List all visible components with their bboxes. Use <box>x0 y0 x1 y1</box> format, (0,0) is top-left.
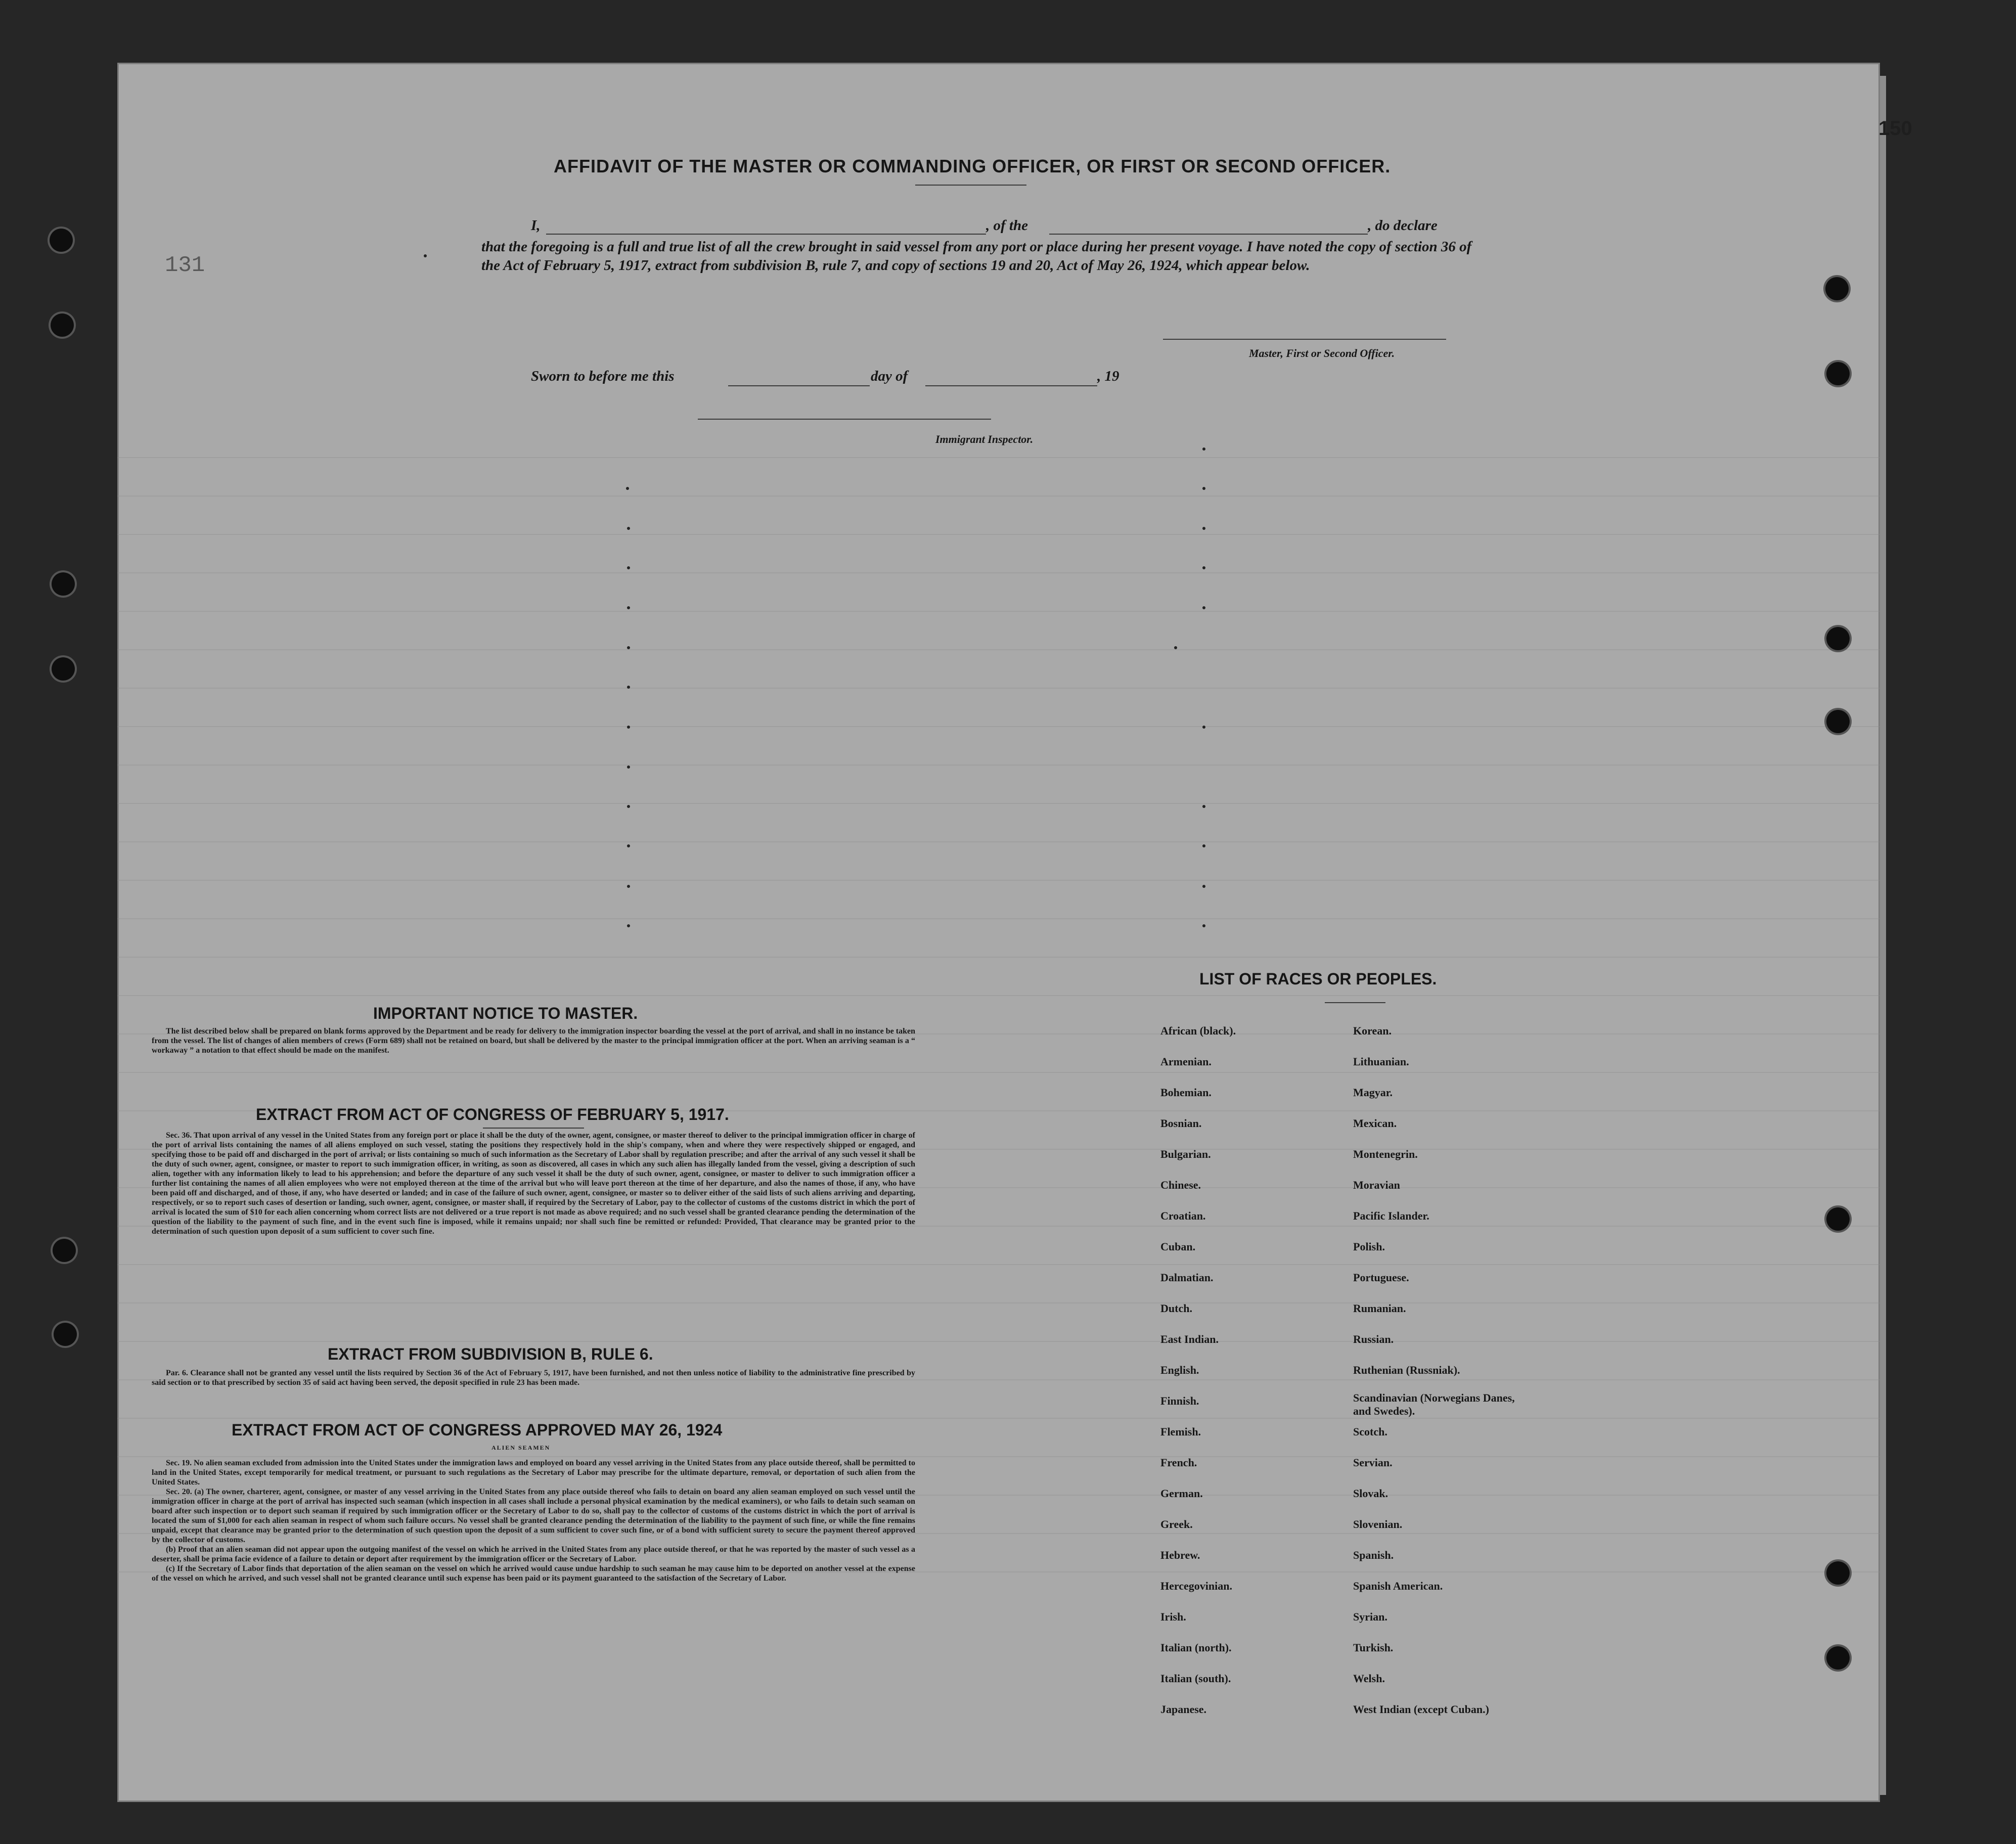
sec-19: Sec. 19. No alien seaman excluded from admission into the United States under the immigration laws and employed on board any vessel arriving in the United States from any place outside thereof, shall be permitted to land in the United States, except temporarily for medical treatment, or pursuant to such regulations as the Secretary of Labor may prescribe for the ultimate departure, removal, or deportation of such alien from the United States. <box>152 1459 915 1487</box>
title-rule <box>915 185 1026 186</box>
race-item: Servian. <box>1353 1456 1393 1469</box>
rule6-title: EXTRACT FROM SUBDIVISION B, RULE 6. <box>328 1345 653 1363</box>
race-item: Ruthenian (Russniak). <box>1353 1364 1460 1376</box>
sec-20a: Sec. 20. (a) The owner, charterer, agent, consignee, or master of any vessel arriving in the United States from any place outside thereof who fails to detain on board any alien seaman employed on such vessel until the immigration officer in charge at the port of arrival has inspected such seaman (which inspection in all cases shall include a personal physical examination by the medical examiners), or who fails to detain such seaman on board after such inspection or to deport such seaman if required by such immigration officer or the Secretary of Labor to do so, shall pay to the collector of customs of the customs district in which the port of arrival is located the sum of $1,000 for each alien seaman in respect of whom such failure occurs. No vessel shall be granted clearance pending the determination of the liability to the payment of such fine, or while the fine remains unpaid, except that clearance may be granted prior to the determination of such question upon the deposit of a sum sufficient to cover such fine, or of a bond with sufficient surety to secure the payment thereof approved by the collector of customs. <box>152 1488 915 1544</box>
race-item: Italian (north). <box>1160 1641 1232 1654</box>
race-item: German. <box>1160 1487 1203 1500</box>
race-item: Chinese. <box>1160 1179 1201 1191</box>
race-item: Japanese. <box>1160 1703 1207 1716</box>
race-item: Moravian <box>1353 1179 1400 1191</box>
year-label: , 19 <box>1097 368 1119 384</box>
race-item: Flemish. <box>1160 1425 1201 1438</box>
race-item: Portuguese. <box>1353 1271 1409 1284</box>
i-label: I, <box>531 217 541 234</box>
race-item: Bohemian. <box>1160 1086 1212 1099</box>
extract-1924-subtitle: ALIEN SEAMEN <box>491 1444 551 1451</box>
race-item: Dalmatian. <box>1160 1271 1214 1284</box>
sworn-label: Sworn to before me this <box>531 368 675 384</box>
inspector-signature-line[interactable] <box>698 419 991 420</box>
sheet-number: 150 <box>1878 117 1912 140</box>
do-declare-label: , do declare <box>1368 217 1438 234</box>
race-item: Polish. <box>1353 1240 1385 1253</box>
day-of-label: day of <box>871 368 908 384</box>
master-signature-line[interactable] <box>1163 339 1446 340</box>
margin-mark: 131 <box>165 253 205 278</box>
race-item: Armenian. <box>1160 1055 1212 1068</box>
race-item: Mexican. <box>1353 1117 1397 1130</box>
race-item: Montenegrin. <box>1353 1148 1418 1160</box>
sworn-month-line[interactable] <box>925 385 1097 386</box>
notice-title: IMPORTANT NOTICE TO MASTER. <box>373 1004 638 1022</box>
race-item: Korean. <box>1353 1024 1392 1037</box>
master-caption: Master, First or Second Officer. <box>1249 347 1395 359</box>
rule6-body: Par. 6. Clearance shall not be granted any vessel until the lists required by Section 36 of the Act of February 5, 1917, have been furnished, and not then unless notice of liability to the administrative fine prescribed by said section or to that prescribed by section 35 of said act having been served, the deposit specified in rule 23 has been made. <box>152 1369 915 1387</box>
notice-body: The list described below shall be prepared on blank forms approved by the Department and be ready for delivery to the immigration inspector boarding the vessel at the port of arrival, and shall in no instance be taken from the vessel. The list of changes of alien members of crews (Form 689) shall not be retained on board, but shall be delivered by the master to the principal immigration officer at the port. When an arriving seaman is a “ workaway ” a notation to that effect should be made on the manifest. <box>152 1027 915 1055</box>
sec-20c: (c) If the Secretary of Labor finds that deportation of the alien seaman on the vessel on which he arrived would cause undue hardship to such seaman he may cause him to be deported on another vessel at the expense of the vessel on which he arrived, and such vessel shall not be granted clearance until such expense has been paid or its payment guaranteed to the satisfaction of the Secretary of Labor. <box>152 1564 915 1583</box>
extract-1917-rule <box>483 1128 584 1129</box>
race-item: Hebrew. <box>1160 1549 1200 1561</box>
race-item: Bosnian. <box>1160 1117 1202 1130</box>
race-item: Syrian. <box>1353 1610 1387 1623</box>
race-item: Greek. <box>1160 1518 1193 1531</box>
race-item: Rumanian. <box>1353 1302 1406 1315</box>
name-line[interactable] <box>546 234 986 235</box>
race-item: Turkish. <box>1353 1641 1394 1654</box>
race-item: Slovenian. <box>1353 1518 1403 1531</box>
races-title: LIST OF RACES OR PEOPLES. <box>1199 970 1437 988</box>
race-item: Welsh. <box>1353 1672 1385 1685</box>
race-item: Spanish. <box>1353 1549 1394 1561</box>
race-item: Irish. <box>1160 1610 1186 1623</box>
affidavit-title: AFFIDAVIT OF THE MASTER OR COMMANDING OFFICER, OR FIRST OR SECOND OFFICER. <box>554 156 1391 176</box>
race-item: Lithuanian. <box>1353 1055 1409 1068</box>
race-item: Finnish. <box>1160 1395 1199 1407</box>
race-item: Spanish American. <box>1353 1580 1443 1592</box>
sec-20b: (b) Proof that an alien seaman did not appear upon the outgoing manifest of the vessel on which he arrived in the United States from any place outside thereof, or that he was reported by the master of such vessel as a deserter, shall be prima facie evidence of a failure to detain or deport after requirement by the immigration officer or the Secretary of Labor. <box>152 1545 915 1563</box>
vessel-line[interactable] <box>1049 234 1368 235</box>
race-item: East Indian. <box>1160 1333 1219 1345</box>
race-item: West Indian (except Cuban.) <box>1353 1703 1489 1716</box>
race-item: Italian (south). <box>1160 1672 1231 1685</box>
race-item: Bulgarian. <box>1160 1148 1211 1160</box>
inspector-caption: Immigrant Inspector. <box>935 433 1034 445</box>
race-item: Russian. <box>1353 1333 1394 1345</box>
race-item: English. <box>1160 1364 1199 1376</box>
affidavit-body: that the foregoing is a full and true list of all the crew brought in said vessel from any port or place during her present voyage. I have noted the copy of section 36 of the Act of February 5, 1917, extract from subdivision B, rule 7, and copy of sections 19 and 20, Act of May 26, 1924, which appear below. <box>481 239 1472 274</box>
race-item: Dutch. <box>1160 1302 1192 1315</box>
race-item: French. <box>1160 1456 1197 1469</box>
races-rule <box>1325 1002 1385 1003</box>
race-item: Magyar. <box>1353 1086 1393 1099</box>
race-item: Scotch. <box>1353 1425 1387 1438</box>
race-item: Croatian. <box>1160 1209 1206 1222</box>
extract-1924-title: EXTRACT FROM ACT OF CONGRESS APPROVED MAY 26, 1924 <box>232 1421 723 1439</box>
extract-1917-title: EXTRACT FROM ACT OF CONGRESS OF FEBRUARY 5, 1917. <box>256 1105 729 1123</box>
race-item: Scandinavian (Norwegians Danes, and Swedes). <box>1353 1391 1515 1417</box>
sworn-day-line[interactable] <box>728 385 870 386</box>
race-item: African (black). <box>1160 1024 1236 1037</box>
extract-1924-body <box>152 1458 915 1583</box>
race-item: Pacific Islander. <box>1353 1209 1429 1222</box>
extract-1917-body: Sec. 36. That upon arrival of any vessel in the United States from any foreign port or place it shall be the duty of the owner, agent, consignee, or master thereof to deliver to the principal immigration officer in charge of the port of arrival lists containing the names of all aliens employed on such vessel, stating the positions they respectively hold in the ship's company, when and where they were respectively shipped or engaged, and specifying those to be paid off and discharged in the port of arrival; or lists containing so much of such information as the Secretary of Labor shall by regulation prescribe; and after the arrival of any such vessel it shall be the duty of such owner, agent, consignee, or master to report to such immigration officer, in writing, as soon as discovered, all cases in which any such alien has illegally landed from the vessel, giving a description of such alien, together with any information likely to lead to his apprehension; and before the departure of any such vessel it shall be the duty of such owner, agent, consignee, or master to deliver to such immigration officer a further list containing the names of all alien employees who were not employed thereon at the time of the arrival but who will leave port thereon at the time of her departure, and also the names of those, if any, who have been paid off and discharged, and of those, if any, who have deserted or landed; and in case of the failure of such owner, agent, consignee, or master so to deliver either of the said lists of such aliens arriving and departing, respectively, or so to report such cases of desertion or landing, such owner, agent, consignee, or master shall, if required by the Secretary of Labor, pay to the collector of customs of the customs district in which the port of arrival is located the sum of $10 for each alien concerning whom correct lists are not delivered or a true report is not made as above required; and no such vessel shall be granted clearance pending the determination of the question of the liability to the payment of such fine, and in the event such fine is imposed, while it remains unpaid; nor shall such fine be remitted or refunded: Provided, That clearance may be granted prior to the determination of such question upon deposit of a sum sufficient to cover such fine. <box>152 1131 915 1236</box>
race-item: Hercegovinian. <box>1160 1580 1232 1592</box>
race-item: Slovak. <box>1353 1487 1388 1500</box>
race-item: Cuban. <box>1160 1240 1196 1253</box>
of-the-label: , of the <box>986 217 1028 234</box>
